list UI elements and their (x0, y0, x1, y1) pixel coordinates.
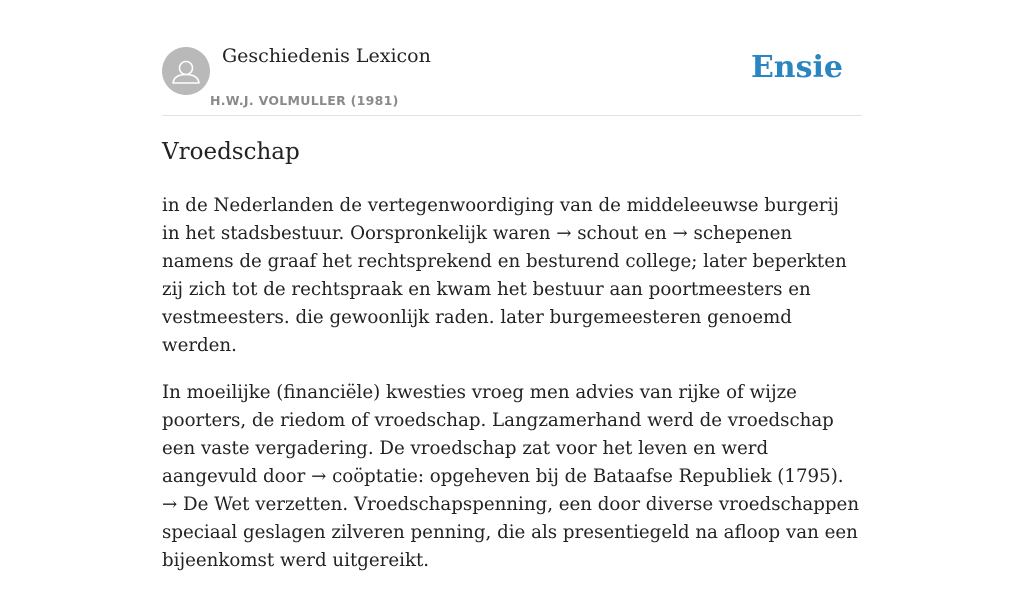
entry-body (162, 192, 862, 594)
cross-reference-link-schout[interactable]: → schout (556, 223, 639, 244)
text-span: in de Nederlanden de vertegenwoordiging van de middeleeuwse burgerij in het stadsbestuur. Oorspronkelijk waren (162, 195, 839, 244)
text-span: namens de graaf het rechtsprekend en besturend college; later beperkten zij zich tot de rechtspraak en kwam het bestuur aan poortmeesters en vestmeesters. die gewoonlijk raden. later burgemeesteren genoemd werden. (162, 251, 847, 356)
text-span: en (638, 223, 673, 244)
cross-reference-link-schepenen[interactable]: → schepenen (672, 223, 793, 244)
book-title-link[interactable]: Geschiedenis Lexicon (222, 45, 431, 67)
ensie-logo[interactable]: Ensie (750, 50, 843, 85)
paragraph-1 (162, 192, 862, 360)
entry-title: Vroedschap (162, 139, 300, 165)
cross-reference-link-de-wet[interactable]: → De Wet (162, 494, 250, 515)
book-author: H.W.J. VOLMULLER (1981) (210, 93, 399, 108)
text-span: verzetten. Vroedschapspenning, een door diverse vroedschappen speciaal geslagen zilveren penning, die als presentiegeld na afloop van een bijeenkomst werd uitgereikt. (162, 494, 860, 571)
header (162, 0, 862, 116)
text-span: In moeilijke (financiële) kwesties vroeg men advies van rijke of wijze poorters, de riedom of vroedschap. Langzamerhand werd de vroedschap een vaste vergadering. De vroedschap zat voor het leven en werd aangevuld door (162, 382, 834, 487)
text-span: : opgeheven bij de Bataafse Republiek (1795). (417, 466, 844, 487)
user-silhouette-icon (162, 47, 210, 95)
cross-reference-link-cooptatie[interactable]: → coöptatie (311, 466, 418, 487)
paragraph-2 (162, 379, 862, 575)
page (162, 0, 862, 571)
